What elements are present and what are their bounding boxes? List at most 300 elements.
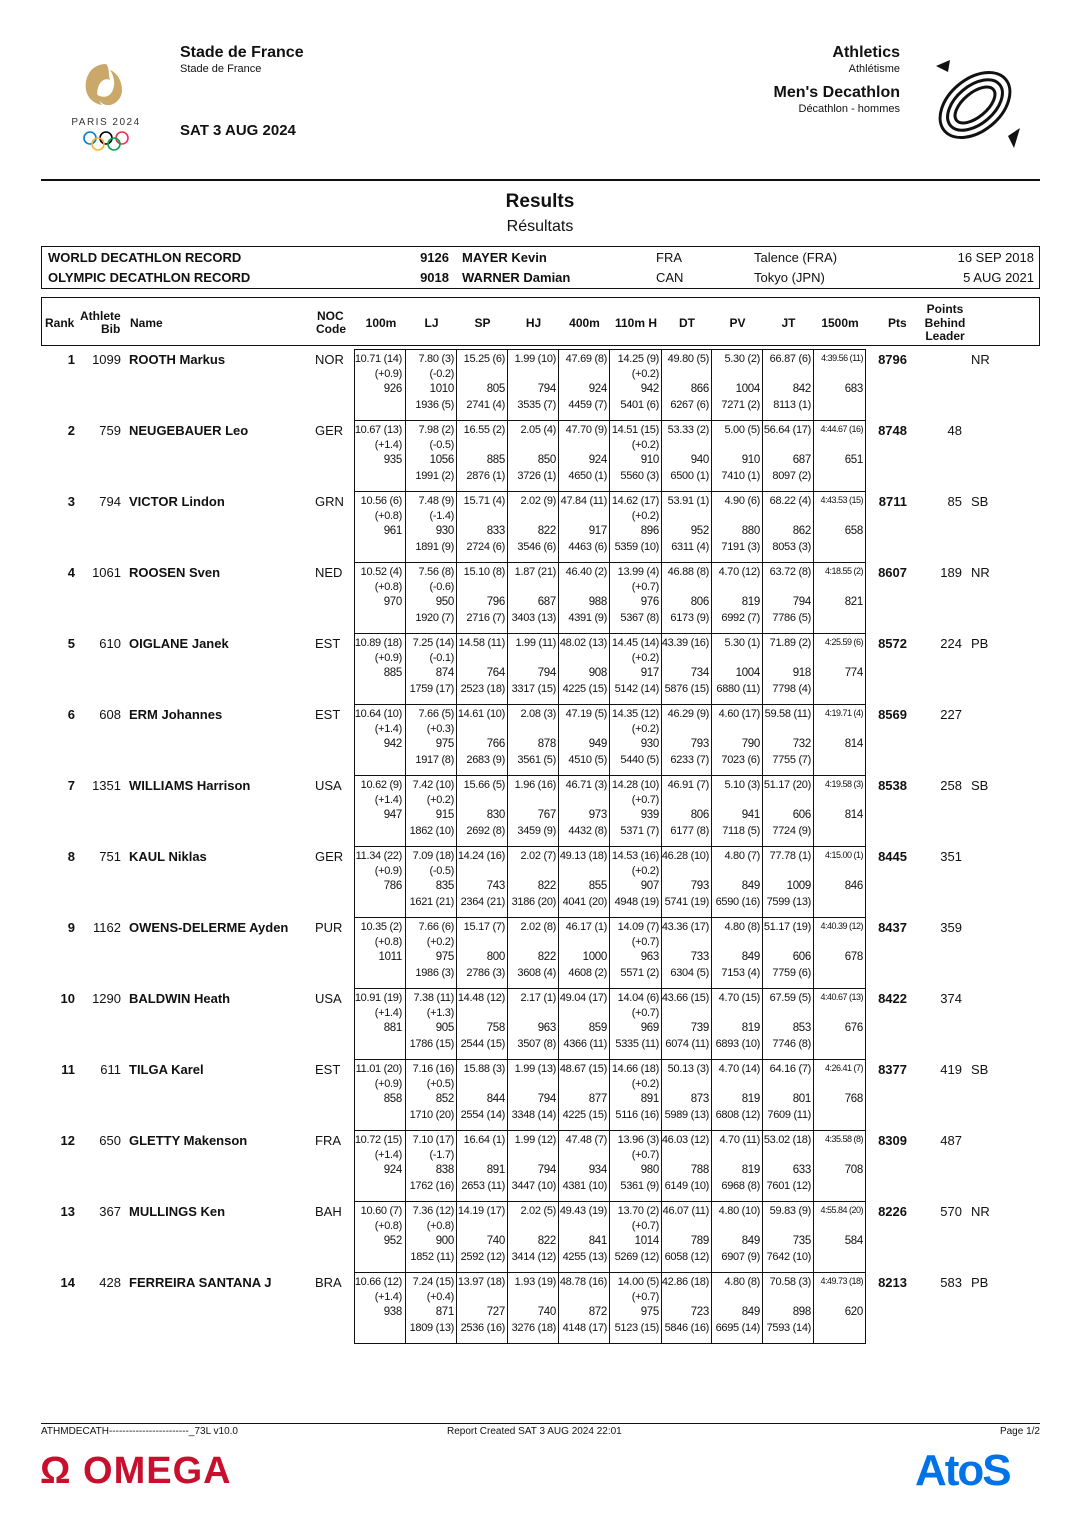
event-performance: 7.36 (12) [412, 1205, 454, 1217]
event-performance: 4.80 (7) [724, 850, 760, 862]
event-cell [762, 1273, 814, 1343]
event-cell [813, 1060, 866, 1130]
event-cell [661, 918, 712, 988]
event-performance: 10.64 (10) [354, 708, 402, 720]
event-points: 976 [640, 596, 659, 608]
event-cell [661, 1202, 712, 1272]
event-performance: 4:55.84 (20) [820, 1205, 863, 1215]
event-grid [354, 988, 866, 1060]
cumulative-points: 1786 (15) [409, 1038, 454, 1050]
event-cell [456, 847, 508, 917]
event-performance: 47.70 (9) [565, 424, 607, 436]
event-cell [456, 918, 508, 988]
event-wind: (-0.2) [429, 368, 454, 380]
cumulative-points: 1759 (17) [409, 683, 454, 695]
event-performance: 47.84 (11) [560, 495, 607, 507]
event-cell [507, 847, 559, 917]
event-points: 788 [690, 1164, 709, 1176]
event-cell [558, 1202, 610, 1272]
cumulative-points: 7798 (4) [772, 683, 811, 695]
cumulative-points: 7746 (8) [772, 1038, 811, 1050]
event-points: 930 [640, 738, 659, 750]
cumulative-points: 5359 (10) [614, 541, 659, 553]
cumulative-points: 5560 (3) [620, 470, 659, 482]
cumulative-points: 7786 (5) [772, 612, 811, 624]
event-points: 822 [537, 525, 556, 537]
event-cell [609, 634, 662, 704]
event-performance: 49.80 (5) [667, 353, 709, 365]
cumulative-points: 2786 (3) [466, 967, 505, 979]
event-cell [609, 1060, 662, 1130]
event-points: 975 [640, 1306, 659, 1318]
event-cell [661, 421, 712, 491]
event-points: 963 [640, 951, 659, 963]
event-wind: (+0.7) [631, 1220, 659, 1232]
cumulative-points: 4148 (17) [562, 1322, 607, 1334]
event-cell [405, 563, 457, 633]
bib-cell: 1162 [93, 920, 121, 935]
points-behind-cell: 419 [940, 1062, 962, 1077]
event-cell [558, 1060, 610, 1130]
points-behind-cell: 570 [940, 1204, 962, 1219]
total-points-cell: 8607 [878, 565, 907, 580]
cumulative-points: 4948 (19) [614, 896, 659, 908]
record-venue: Talence (FRA) [754, 250, 838, 265]
event-wind: (+1.4) [374, 1291, 402, 1303]
event-points: 819 [741, 1022, 760, 1034]
rank-cell: 11 [61, 1062, 75, 1077]
record-athlete: MAYER Kevin [462, 250, 547, 265]
cumulative-points: 6173 (9) [670, 612, 709, 624]
event-performance: 7.66 (6) [418, 921, 454, 933]
noc-cell: EST [315, 1062, 341, 1077]
event-wind: (+0.9) [374, 865, 402, 877]
event-points: 1010 [429, 383, 454, 395]
event-cell [711, 492, 763, 562]
points-behind-cell: 359 [940, 920, 962, 935]
event-performance: 7.24 (15) [412, 1276, 454, 1288]
event-performance: 46.91 (7) [667, 779, 709, 791]
total-points-cell: 8572 [878, 636, 907, 651]
event-cell [609, 492, 662, 562]
cumulative-points: 5116 (16) [615, 1109, 659, 1121]
event-performance: 4:15.00 (1) [824, 850, 863, 860]
cumulative-points: 3535 (7) [517, 399, 556, 411]
event-performance: 46.07 (11) [662, 1205, 709, 1217]
cumulative-points: 6893 (10) [715, 1038, 760, 1050]
cumulative-points: 4255 (13) [562, 1251, 607, 1263]
points-behind-cell: 258 [940, 778, 962, 793]
event-wind: (+0.7) [631, 794, 659, 806]
cumulative-points: 5741 (19) [664, 896, 709, 908]
event-cell [507, 350, 559, 420]
record-row [42, 247, 1039, 267]
event-points: 786 [383, 880, 402, 892]
event-cell [762, 350, 814, 420]
event-performance: 2.05 (4) [520, 424, 556, 436]
rank-cell: 6 [67, 707, 75, 722]
col-400m: 400m [569, 316, 600, 330]
event-points: 930 [435, 525, 454, 537]
cumulative-points: 3507 (8) [517, 1038, 556, 1050]
event-performance: 16.64 (1) [463, 1134, 505, 1146]
event-performance: 49.04 (17) [559, 992, 607, 1004]
event-performance: 2.02 (9) [520, 495, 556, 507]
rank-cell: 12 [60, 1133, 75, 1148]
event-grid [354, 491, 866, 563]
event-performance: 48.67 (15) [559, 1063, 607, 1075]
event-grid [354, 1130, 866, 1202]
event-cell [762, 1202, 814, 1272]
athlete-name-cell: ROOSEN Sven [129, 565, 221, 580]
athlete-name-cell: FERREIRA SANTANA J [129, 1275, 272, 1290]
event-performance: 4.90 (6) [724, 495, 760, 507]
cumulative-points: 2716 (7) [466, 612, 505, 624]
event-points: 794 [792, 596, 811, 608]
record-note-cell: SB [971, 1062, 989, 1077]
event-performance: 7.10 (17) [412, 1134, 454, 1146]
event-cell [813, 918, 866, 988]
event-points: 789 [690, 1235, 709, 1247]
event-performance: 15.10 (8) [463, 566, 505, 578]
cumulative-points: 2653 (11) [461, 1180, 505, 1192]
atos-logo: AtoS [915, 1446, 1010, 1495]
event-cell [813, 1273, 866, 1343]
event-wind: (-0.6) [429, 581, 454, 593]
event-points: 880 [741, 525, 760, 537]
event-cell [762, 563, 814, 633]
event-performance: 47.69 (8) [565, 353, 607, 365]
cumulative-points: 2692 (8) [466, 825, 505, 837]
event-performance: 4:19.71 (4) [824, 708, 863, 718]
event-performance: 14.35 (12) [611, 708, 659, 720]
event-points: 838 [435, 1164, 454, 1176]
event-cell [405, 989, 457, 1059]
event-performance: 5.00 (5) [724, 424, 760, 436]
points-behind-cell: 487 [940, 1133, 962, 1148]
event-points: 658 [844, 525, 863, 537]
event-performance: 53.33 (2) [667, 424, 709, 436]
cumulative-points: 6267 (6) [670, 399, 709, 411]
event-cell [711, 1060, 763, 1130]
col-pts: Pts [888, 316, 907, 330]
table-row [41, 988, 1040, 1059]
event-performance: 53.91 (1) [667, 495, 709, 507]
cumulative-points: 1762 (16) [409, 1180, 454, 1192]
event-performance: 46.40 (2) [565, 566, 607, 578]
event-cell [609, 350, 662, 420]
event-points: 917 [588, 525, 607, 537]
cumulative-points: 6695 (14) [715, 1322, 760, 1334]
event-performance: 1.93 (19) [514, 1276, 556, 1288]
event-cell [507, 492, 559, 562]
cumulative-points: 4381 (10) [562, 1180, 607, 1192]
cumulative-points: 5142 (14) [614, 683, 659, 695]
event-cell [355, 989, 405, 1059]
event-performance: 14.51 (15) [611, 424, 659, 436]
event-cell [507, 918, 559, 988]
total-points-cell: 8422 [878, 991, 907, 1006]
event-performance: 4:19.58 (3) [824, 779, 863, 789]
event-cell [507, 1060, 559, 1130]
points-behind-cell: 85 [947, 494, 962, 509]
event-cell [609, 1273, 662, 1343]
cumulative-points: 5440 (5) [620, 754, 659, 766]
event-performance: 7.56 (8) [418, 566, 454, 578]
record-label: WORLD DECATHLON RECORD [48, 250, 242, 265]
cumulative-points: 7118 (5) [722, 825, 760, 837]
event-points: 908 [588, 667, 607, 679]
event-cell [609, 563, 662, 633]
event-cell [355, 492, 405, 562]
event-wind: (+0.9) [374, 368, 402, 380]
event-cell [456, 1131, 508, 1201]
cumulative-points: 6880 (11) [716, 683, 760, 695]
event-wind: (+0.4) [426, 1291, 454, 1303]
points-behind-cell: 351 [940, 849, 962, 864]
cumulative-points: 1852 (11) [410, 1251, 454, 1263]
event-cell [405, 776, 457, 846]
event-cell [711, 421, 763, 491]
event-cell [355, 918, 405, 988]
rank-cell: 2 [67, 423, 75, 438]
col-jt: JT [781, 316, 796, 330]
event-performance: 4:43.53 (15) [820, 495, 863, 505]
event-performance: 47.19 (5) [565, 708, 607, 720]
record-date: 16 SEP 2018 [957, 250, 1034, 265]
event-performance: 10.35 (2) [360, 921, 402, 933]
paris-2024-logo [52, 50, 160, 160]
event-performance: 7.09 (18) [412, 850, 454, 862]
event-performance: 43.36 (17) [661, 921, 709, 933]
event-points: 678 [844, 951, 863, 963]
event-points: 768 [844, 1093, 863, 1105]
event-performance: 46.29 (9) [667, 708, 709, 720]
event-performance: 4:39.56 (11) [821, 353, 863, 363]
table-row [41, 917, 1040, 988]
event-performance: 16.55 (2) [463, 424, 505, 436]
event-performance: 50.13 (3) [667, 1063, 709, 1075]
event-points: 806 [690, 809, 709, 821]
cumulative-points: 6907 (9) [721, 1251, 760, 1263]
event-cell [762, 421, 814, 491]
event-cell [405, 1273, 457, 1343]
cumulative-points: 7593 (14) [766, 1322, 811, 1334]
page-subtitle: Résultats [506, 218, 574, 235]
event-cell [762, 918, 814, 988]
record-note-cell: SB [971, 778, 989, 793]
event-cell [661, 1131, 712, 1201]
event-performance: 4.70 (11) [719, 1134, 760, 1146]
event-wind: (+0.2) [631, 439, 659, 451]
event-cell [711, 989, 763, 1059]
event-points: 980 [640, 1164, 659, 1176]
event-cell [711, 705, 763, 775]
event-points: 885 [383, 667, 402, 679]
event-performance: 14.25 (9) [617, 353, 659, 365]
cumulative-points: 5876 (15) [664, 683, 709, 695]
event-points: 732 [792, 738, 811, 750]
event-points: 735 [792, 1235, 811, 1247]
cumulative-points: 3726 (1) [517, 470, 556, 482]
event-performance: 10.72 (15) [354, 1134, 402, 1146]
col-hj: HJ [525, 316, 542, 330]
event-performance: 2.17 (1) [520, 992, 556, 1004]
event-performance: 53.02 (18) [763, 1134, 811, 1146]
event-wind: (-0.1) [429, 652, 454, 664]
event-cell [405, 918, 457, 988]
event-wind: (+1.4) [374, 794, 402, 806]
event-performance: 14.28 (10) [611, 779, 659, 791]
event-points: 975 [435, 738, 454, 750]
event-cell [405, 634, 457, 704]
event-wind: (+0.8) [374, 936, 402, 948]
event-cell [355, 847, 405, 917]
event-cell [813, 776, 866, 846]
cumulative-points: 4225 (15) [562, 1109, 607, 1121]
cumulative-points: 6311 (4) [671, 541, 709, 553]
event-points: 891 [486, 1164, 505, 1176]
athlete-name-cell: WILLIAMS Harrison [129, 778, 251, 793]
table-row [41, 1059, 1040, 1130]
event-performance: 14.66 (18) [611, 1063, 659, 1075]
athletics-pictogram-icon [928, 58, 1022, 152]
event-performance: 42.86 (18) [661, 1276, 709, 1288]
event-performance: 7.48 (9) [418, 495, 454, 507]
event-grid [354, 846, 866, 918]
event-cell [813, 847, 866, 917]
cumulative-points: 4366 (11) [563, 1038, 607, 1050]
event-points: 841 [588, 1235, 607, 1247]
points-behind-cell: 224 [940, 636, 962, 651]
event-cell [813, 350, 866, 420]
results-table-header [41, 297, 1040, 346]
event-cell [813, 705, 866, 775]
cumulative-points: 3403 (13) [511, 612, 556, 624]
event-points: 885 [486, 454, 505, 466]
event-points: 830 [486, 809, 505, 821]
event-cell [661, 776, 712, 846]
event-points: 910 [741, 454, 760, 466]
points-behind-cell: 189 [940, 565, 962, 580]
event-cell [558, 1273, 610, 1343]
cumulative-points: 6590 (16) [715, 896, 760, 908]
event-points: 806 [690, 596, 709, 608]
event-performance: 2.02 (5) [520, 1205, 556, 1217]
cumulative-points: 4510 (5) [568, 754, 607, 766]
event-points: 918 [792, 667, 811, 679]
cumulative-points: 5123 (15) [614, 1322, 659, 1334]
event-points: 891 [640, 1093, 659, 1105]
bib-cell: 367 [99, 1204, 121, 1219]
table-row [41, 420, 1040, 491]
event-points: 651 [844, 454, 863, 466]
event-cell [405, 350, 457, 420]
cumulative-points: 8097 (2) [772, 470, 811, 482]
bib-cell: 794 [99, 494, 121, 509]
event-points: 846 [844, 880, 863, 892]
event-cell [405, 1131, 457, 1201]
event-performance: 4:49.73 (18) [820, 1276, 863, 1286]
venue-name-fr: Stade de France [180, 63, 262, 75]
event-cell [558, 918, 610, 988]
event-points: 821 [844, 596, 863, 608]
noc-cell: NED [315, 565, 343, 580]
cumulative-points: 7642 (10) [766, 1251, 811, 1263]
event-cell [456, 989, 508, 1059]
cumulative-points: 6074 (11) [665, 1038, 709, 1050]
event-cell [609, 1131, 662, 1201]
event-grid [354, 1059, 866, 1131]
record-row [42, 267, 1039, 287]
event-grid [354, 917, 866, 989]
rank-cell: 5 [67, 636, 75, 651]
event-cell [661, 847, 712, 917]
event-cell [456, 563, 508, 633]
event-cell [711, 563, 763, 633]
event-wind: (+1.4) [374, 723, 402, 735]
table-row [41, 349, 1040, 420]
event-wind: (+0.2) [631, 865, 659, 877]
event-performance: 77.78 (1) [769, 850, 811, 862]
event-performance: 4.80 (10) [718, 1205, 760, 1217]
rank-cell: 10 [60, 991, 75, 1006]
event-cell [661, 1273, 712, 1343]
table-row [41, 704, 1040, 775]
event-points: 774 [844, 667, 863, 679]
table-row [41, 1130, 1040, 1201]
event-points: 1004 [735, 383, 760, 395]
athlete-name-cell: MULLINGS Ken [129, 1204, 226, 1219]
event-performance: 7.25 (14) [412, 637, 454, 649]
event-cell [558, 492, 610, 562]
event-cell [762, 634, 814, 704]
record-label: OLYMPIC DECATHLON RECORD [48, 270, 251, 285]
cumulative-points: 5571 (2) [620, 967, 659, 979]
event-points: 708 [844, 1164, 863, 1176]
event-performance: 48.78 (16) [559, 1276, 607, 1288]
event-cell [661, 492, 712, 562]
bib-cell: 608 [99, 707, 121, 722]
event-cell [355, 421, 405, 491]
event-performance: 1.87 (21) [514, 566, 556, 578]
report-code: ATHMDECATH------------------------_73L v10.0 [41, 1426, 238, 1437]
event-performance: 4:35.58 (8) [824, 1134, 863, 1144]
event-wind: (+0.9) [374, 652, 402, 664]
event-points: 915 [435, 809, 454, 821]
event-performance: 1.99 (10) [514, 353, 556, 365]
total-points-cell: 8748 [878, 423, 907, 438]
event-points: 835 [435, 880, 454, 892]
event-cell [405, 421, 457, 491]
bib-cell: 650 [99, 1133, 121, 1148]
event-cell [405, 705, 457, 775]
event-points: 734 [690, 667, 709, 679]
event-points: 924 [588, 383, 607, 395]
event-wind: (+0.2) [631, 510, 659, 522]
event-points: 941 [741, 809, 760, 821]
event-cell [609, 421, 662, 491]
event-points: 1004 [735, 667, 760, 679]
event-performance: 15.17 (7) [463, 921, 505, 933]
event-wind: (+1.4) [374, 439, 402, 451]
rank-cell: 7 [67, 778, 75, 793]
rank-cell: 3 [67, 494, 75, 509]
event-points: 1056 [429, 454, 454, 466]
col-bib: Bib [101, 322, 121, 336]
cumulative-points: 7153 (4) [721, 967, 760, 979]
table-row [41, 562, 1040, 633]
